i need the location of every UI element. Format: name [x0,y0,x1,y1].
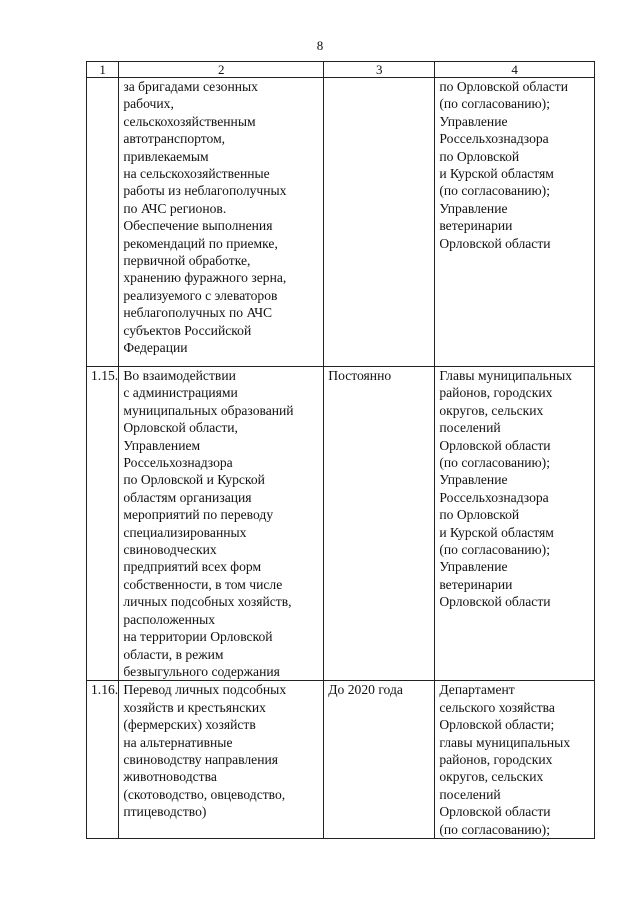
term-cell: До 2020 года [324,681,435,839]
executors-text: по Орловской области (по согласованию); Управление Россельхознадзора по Орловской и Курской областям (по согласованию); Управление ветеринарии Орловской области [439,79,569,251]
measures-table [86,61,595,839]
item-number [87,78,119,367]
table-row [87,78,595,367]
measure-cell [119,681,324,839]
item-number: 1.16. [87,681,119,839]
executors-text: Департамент сельского хозяйства Орловской области; главы муниципальных районов, городских округов, сельских поселений Орловской области (по согласованию); [439,682,571,837]
page-number: 8 [316,38,324,53]
measure-text: за бригадами сезонных рабочих, сельскохозяйственным автотранспортом, привлекаемым на сельскохозяйственные работы из неблагополучных по АЧС регионов. Обеспечение выполнения рекомендаций по приемке, первичной обработке, хранению фуражного зерна, реализуемого с элеваторов неблагополучных по АЧС субъектов Российской Федерации [123,79,287,356]
measure-cell [119,78,324,367]
executors-cell [435,78,595,367]
table-row [87,681,595,839]
column-header: 3 [324,62,435,78]
table-header-row [87,62,595,78]
column-header: 4 [435,62,595,78]
column-header: 1 [87,62,119,78]
executors-text: Главы муниципальных районов, городских округов, сельских поселений Орловской области (по согласованию); Управление Россельхознадзора по Орловской и Курской областям (по согласованию); Управление ветеринарии Орловской области [439,368,573,610]
table-row [87,367,595,681]
term-cell: Постоянно [324,367,435,681]
measure-text: Во взаимодействии с администрациями муниципальных образований Орловской области, Управлением Россельхознадзора по Орловской и Курской областям организация мероприятий по переводу специализированных свиноводческих предприятий всех форм собственности, в том числе личных подсобных хозяйств, расположенных на территории Орловской области, в режим безвыгульного содержания [123,368,294,679]
executors-cell [435,681,595,839]
item-number: 1.15. [87,367,119,681]
measure-text: Перевод личных подсобных хозяйств и крестьянских (фермерских) хозяйств на альтернативные свиноводству направления животноводства (скотоводство, овцеводство, птицеводство) [123,682,287,820]
measure-cell [119,367,324,681]
column-header: 2 [119,62,324,78]
term-cell [324,78,435,367]
executors-cell [435,367,595,681]
